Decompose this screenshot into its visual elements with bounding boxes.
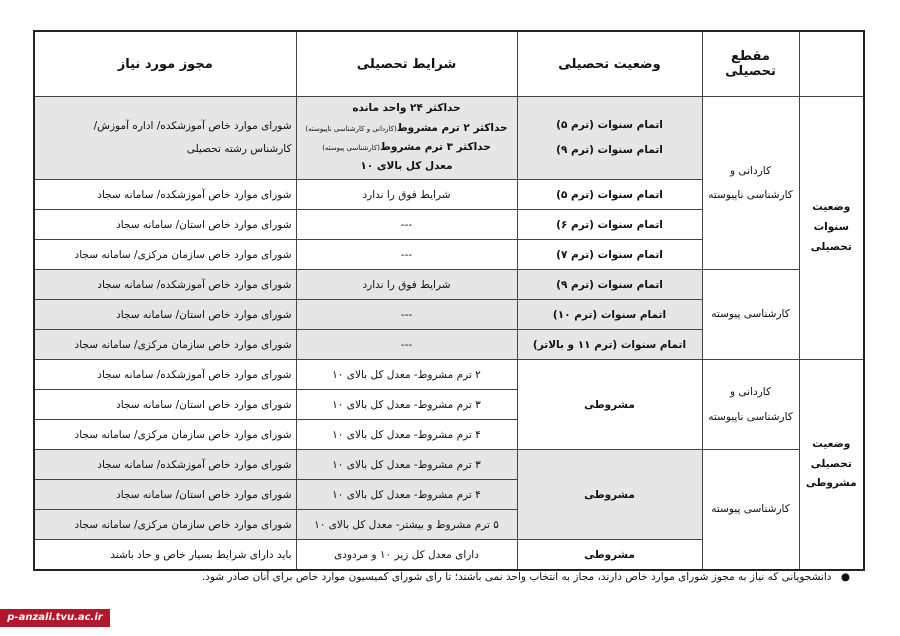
- status-cell: اتمام سنوات (ترم ۱۰): [517, 300, 702, 330]
- status-cell: اتمام سنوات (ترم ۶): [517, 210, 702, 240]
- conditions-cell: شرایط فوق را ندارد: [296, 270, 517, 300]
- condition-note: (کارشناسی پیوسته): [322, 144, 380, 152]
- conditions-cell: دارای معدل کل زیر ۱۰ و مردودی: [296, 540, 517, 571]
- header-category: مقطع تحصیلی: [702, 31, 799, 97]
- permission-cell: شورای موارد خاص آموزشکده/ سامانه سجاد: [34, 270, 296, 300]
- category-associate: کاردانی و کارشناسی ناپیوسته: [702, 97, 799, 270]
- status-cell: [517, 97, 702, 180]
- category-bachelor: کارشناسی پیوسته: [702, 270, 799, 360]
- header-conditions: شرایط تحصیلی: [296, 31, 517, 97]
- permission-cell: شورای موارد خاص استان/ سامانه سجاد: [34, 480, 296, 510]
- permission-cell: شورای موارد خاص سازمان مرکزی/ سامانه سجاد: [34, 330, 296, 360]
- status-cell: اتمام سنوات (ترم ۹): [517, 270, 702, 300]
- group-conditional: وضعیت تحصیلی مشروطی: [799, 360, 864, 571]
- permission-cell: شورای موارد خاص استان/ سامانه سجاد: [34, 300, 296, 330]
- conditions-cell: [296, 97, 517, 180]
- permission-cell: شورای موارد خاص سازمان مرکزی/ سامانه سجاد: [34, 240, 296, 270]
- permission-line: کارشناس رشته تحصیلی: [186, 143, 292, 155]
- conditions-cell: ۴ ترم مشروط- معدل کل بالای ۱۰: [296, 420, 517, 450]
- status-cell: اتمام سنوات (ترم ۱۱ و بالاتر): [517, 330, 702, 360]
- bullet-icon: ●: [840, 571, 850, 583]
- permission-cell: شورای موارد خاص سازمان مرکزی/ سامانه سجاد: [34, 420, 296, 450]
- permission-cell: شورای موارد خاص آموزشکده/ سامانه سجاد: [34, 450, 296, 480]
- conditions-cell: ۳ ترم مشروط- معدل کل بالای ۱۰: [296, 450, 517, 480]
- status-cell: اتمام سنوات (ترم ۷): [517, 240, 702, 270]
- conditions-cell: شرایط فوق را ندارد: [296, 180, 517, 210]
- conditions-cell: ---: [296, 240, 517, 270]
- permission-cell: [34, 97, 296, 180]
- table-row: [34, 450, 864, 480]
- status-cell: مشروطی: [517, 450, 702, 540]
- footnote: [150, 571, 850, 583]
- condition-line: حداکثر ۲ ترم مشروط: [396, 121, 508, 134]
- category-associate: کاردانی و کارشناسی ناپیوسته: [702, 360, 799, 450]
- header-permission: مجوز مورد نیاز: [34, 31, 296, 97]
- conditions-cell: ۲ ترم مشروط- معدل کل بالای ۱۰: [296, 360, 517, 390]
- permission-cell: شورای موارد خاص آموزشکده/ سامانه سجاد: [34, 180, 296, 210]
- footnote-text: دانشجویانی که نیاز به مجوز شورای موارد خاص دارند، مجاز به انتخاب واحد نمی باشند؛ تا رای شورای کمیسیون موارد خاص برای آنان صادر شود.: [201, 571, 832, 583]
- group-years: وضعیت سنوات تحصیلی: [799, 97, 864, 360]
- academic-status-table: [33, 30, 865, 571]
- condition-note: (کاردانی و کارشناسی ناپیوسته): [305, 124, 397, 133]
- table-row: [34, 97, 864, 180]
- condition-line: حداکثر ۳ ترم مشروط: [379, 141, 491, 153]
- condition-line: حداکثر ۲۴ واحد مانده: [352, 102, 461, 115]
- status-cell: اتمام سنوات (ترم ۵): [517, 180, 702, 210]
- condition-line: معدل کل بالای ۱۰: [360, 160, 453, 173]
- conditions-cell: ---: [296, 210, 517, 240]
- conditions-cell: ۵ ترم مشروط و بیشتر- معدل کل بالای ۱۰: [296, 510, 517, 540]
- status-line: اتمام سنوات (ترم ۹): [556, 144, 663, 156]
- table-row: [34, 270, 864, 300]
- site-watermark: p-anzali.tvu.ac.ir: [0, 609, 110, 627]
- permission-cell: شورای موارد خاص آموزشکده/ سامانه سجاد: [34, 360, 296, 390]
- permission-line: شورای موارد خاص آموزشکده/ اداره آموزش/: [93, 119, 292, 132]
- conditions-cell: ---: [296, 330, 517, 360]
- permission-cell: شورای موارد خاص سازمان مرکزی/ سامانه سجاد: [34, 510, 296, 540]
- permission-cell: شورای موارد خاص استان/ سامانه سجاد: [34, 390, 296, 420]
- header-group: [799, 31, 864, 97]
- header-status: وضعیت تحصیلی: [517, 31, 702, 97]
- status-line: اتمام سنوات (ترم ۵): [556, 118, 663, 131]
- conditions-cell: ۴ ترم مشروط- معدل کل بالای ۱۰: [296, 480, 517, 510]
- table-row: [34, 360, 864, 390]
- status-cell: مشروطی: [517, 540, 702, 571]
- conditions-cell: ۳ ترم مشروط- معدل کل بالای ۱۰: [296, 390, 517, 420]
- permission-cell: باید دارای شرایط بسیار خاص و حاد باشند: [34, 540, 296, 571]
- header-row: [34, 31, 864, 97]
- status-cell: مشروطی: [517, 360, 702, 450]
- permission-cell: شورای موارد خاص استان/ سامانه سجاد: [34, 210, 296, 240]
- conditions-cell: ---: [296, 300, 517, 330]
- category-bachelor: کارشناسی پیوسته: [702, 450, 799, 571]
